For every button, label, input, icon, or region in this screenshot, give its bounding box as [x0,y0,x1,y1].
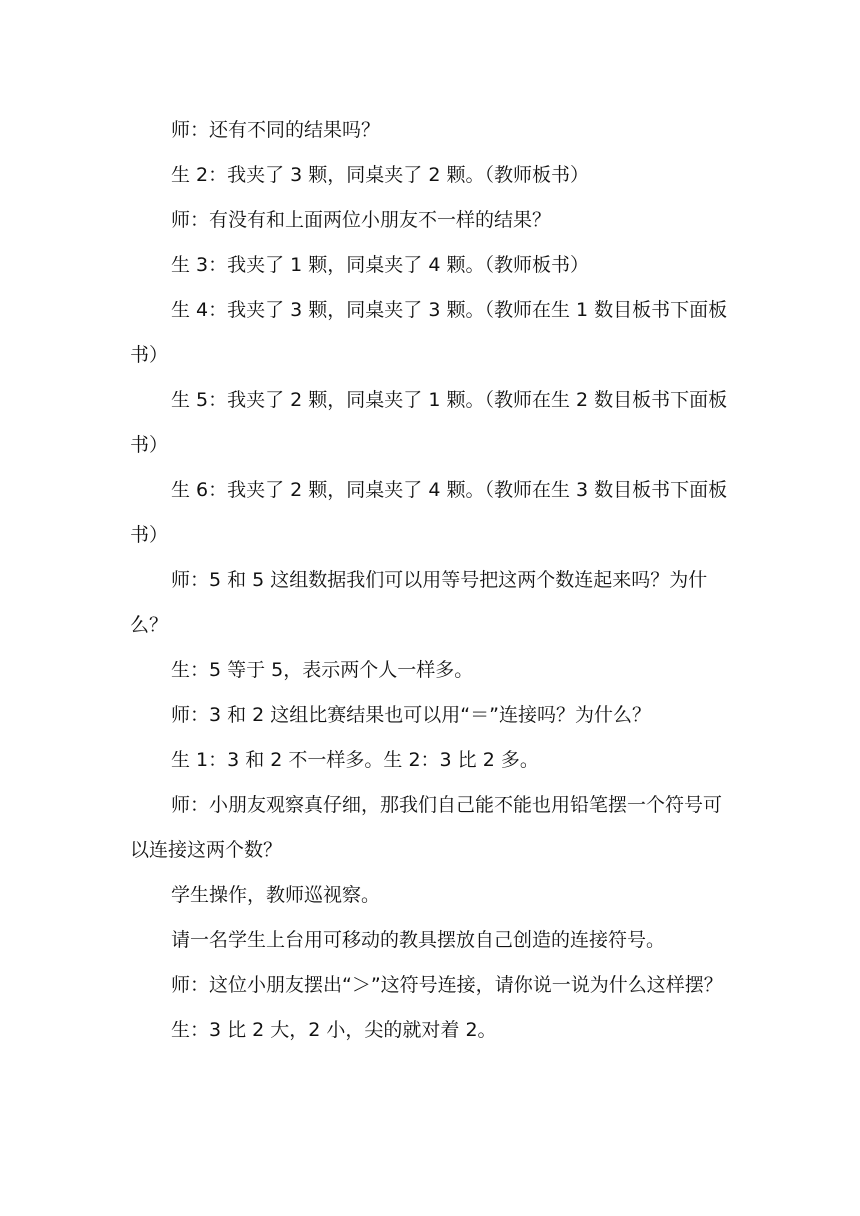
dialogue-line: 请一名学生上台用可移动的教具摆放自己创造的连接符号。 [171,929,666,951]
dialogue-line: 生 3：我夹了 1 颗，同桌夹了 4 颗。（教师板书） [171,254,589,276]
dialogue-line: 生：5 等于 5，表示两个人一样多。 [171,659,474,681]
dialogue-line: 生 6：我夹了 2 颗，同桌夹了 4 颗。（教师在生 3 数目板书下面板书） [130,479,728,546]
dialogue-line: 学生操作，教师巡视察。 [171,884,381,906]
dialogue-line: 生 1：3 和 2 不一样多。生 2：3 比 2 多。 [171,749,539,771]
dialogue-line: 生 4：我夹了 3 颗，同桌夹了 3 颗。（教师在生 1 数目板书下面板书） [130,299,728,366]
dialogue-line: 生 5：我夹了 2 颗，同桌夹了 1 颗。（教师在生 2 数目板书下面板书） [130,389,728,456]
dialogue-line: 师：5 和 5 这组数据我们可以用等号把这两个数连起来吗？为什么？ [130,569,708,636]
dialogue-line: 生 2：我夹了 3 颗，同桌夹了 2 颗。（教师板书） [171,164,589,186]
dialogue-line: 师：这位小朋友摆出“＞”这符号连接，请你说一说为什么这样摆？ [171,974,723,996]
dialogue-line: 师：有没有和上面两位小朋友不一样的结果？ [171,209,552,231]
dialogue-line: 师：3 和 2 这组比赛结果也可以用“＝”连接吗？为什么？ [171,704,651,726]
dialogue-line: 师：小朋友观察真仔细，那我们自己能不能也用铅笔摆一个符号可以连接这两个数？ [130,794,723,861]
dialogue-line: 生：3 比 2 大，2 小，尖的就对着 2。 [171,1019,497,1041]
document-page [130,108,730,1053]
dialogue-line: 师：还有不同的结果吗？ [171,119,381,141]
